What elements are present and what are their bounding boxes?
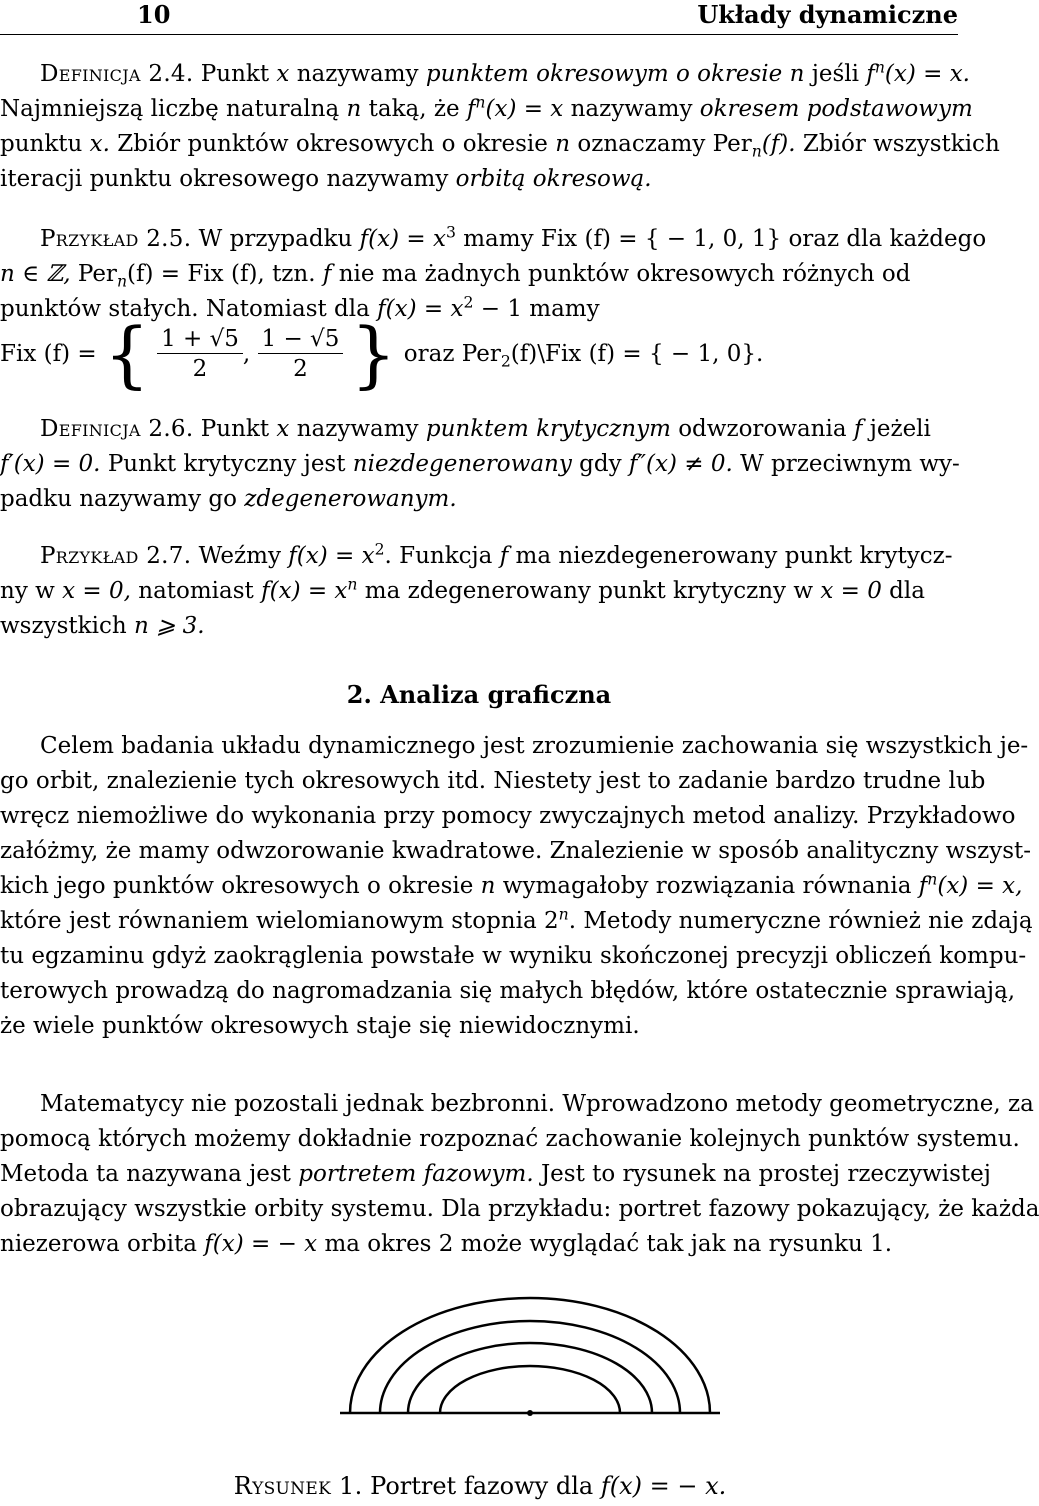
fix-set-formula: Fix (f) = { $\frac{1 + √5}{2}$ , $\frac{1 - √5}{2}$ } oraz Per$_2$(f)\Fix (f) = { − 1, 0}. <box>0 312 764 396</box>
orbit-arc-3 <box>408 1343 652 1413</box>
definition-2-4: Definicja 2.4. Punkt x nazywamy punktem okresowym o okresie n jeśli $f^n(x) = x$. Najmniejszą liczbę naturalną n taką, że $f^n(x) = x$ nazywamy okresem podstawowym punktu x. Zbiór punktów okresowych o okresie n oznaczamy Per$_n$(f). Zbiór wszystkich iteracji punktu okresowego nazywamy orbitą okresową. <box>0 57 1000 192</box>
example-label: Przykład 2.5. <box>40 226 192 252</box>
left-brace: { <box>103 312 150 396</box>
paragraph-2: Matematycy nie pozostali jednak bezbronni. Wprowadzono metody geometryczne, za pomocą których możemy dokładnie rozpoznać zachowanie kolejnych punktów systemu. Metoda ta nazywana jest portretem fazowym. Jest to rysunek na prostej rzeczywistej obrazujący wszystkie orbity systemu. Dla przykładu: portret fazowy pokazujący, że każda niezerowa orbita f(x) = − x ma okres 2 może wyglądać tak jak na rysunku 1. <box>0 1091 1039 1257</box>
definition-label: Definicja 2.6. <box>40 416 194 442</box>
running-title: Układy dynamiczne <box>697 0 958 29</box>
example-2-7: Przykład 2.7. Weźmy $f(x) = x^2$. Funkcja f ma niezdegenerowany punkt krytycz- ny w x = 0, natomiast $f(x) = x^n$ ma zdegenerowany punkt krytyczny w x = 0 dla wszystkich n ⩾ 3. <box>0 539 953 639</box>
example-label: Przykład 2.7. <box>40 543 192 569</box>
definition-2-6: Definicja 2.6. Punkt x nazywamy punktem krytycznym odwzorowania f jeżeli f′(x) = 0. Punkt krytyczny jest niezdegenerowany gdy f″(x) ≠ 0. W przeciwnym wy- padku nazywamy go zdegenerowanym. <box>0 416 960 512</box>
phase-portrait-figure <box>330 1285 730 1425</box>
example-2-5: Przykład 2.5. W przypadku $f(x) = x^3$ mamy Fix (f) = { − 1, 0, 1} oraz dla każdego n ∈ ℤ, Per$_n$(f) = Fix (f), tzn. f nie ma żadnych punktów okresowych różnych od punktów stałych. Natomiast dla $f(x) = x^2 - 1$ mamy <box>0 222 987 322</box>
right-brace: } <box>350 312 397 396</box>
fixed-point-zero <box>527 1410 533 1416</box>
definition-label: Definicja 2.4. <box>40 61 194 87</box>
orbit-arc-4 <box>440 1366 620 1413</box>
page-number: 10 <box>137 0 171 29</box>
fraction-1: $\frac{1 + √5}{2}$ <box>157 325 243 384</box>
fraction-2: $\frac{1 - √5}{2}$ <box>258 325 344 384</box>
orbit-arc-1 <box>350 1298 710 1413</box>
paragraph-1: Celem badania układu dynamicznego jest zrozumienie zachowania się wszystkich je- go orbit, znalezienie tych okresowych itd. Niestety jest to zadanie bardzo trudne lub wręcz niemożliwe do wykonania przy pomocy zwyczajnych metod analizy. Przykładowo załóżmy, że mamy odwzorowanie kwadratowe. Znalezienie w sposób analityczny wszyst- kich jego punktów okresowych o okresie n wymagałoby rozwiązania równania $f^n(x) = x$, które jest równaniem wielomianowym stopnia 2$^n$. Metody numeryczne również nie zdają tu egzaminu gdyż zaokrąglenia powstałe w wyniku skończonej precyzji obliczeń kompu- terowych prowadzą do nagromadzania się małych błędów, które ostatecznie sprawiają, że wiele punktów okresowych staje się niewidocznymi. <box>0 733 1033 1039</box>
figure-caption: Rysunek 1. Portret fazowy dla f(x) = − x. <box>233 1472 727 1500</box>
page-header <box>0 0 958 35</box>
section-heading: 2. Analiza graficzna <box>346 680 612 709</box>
